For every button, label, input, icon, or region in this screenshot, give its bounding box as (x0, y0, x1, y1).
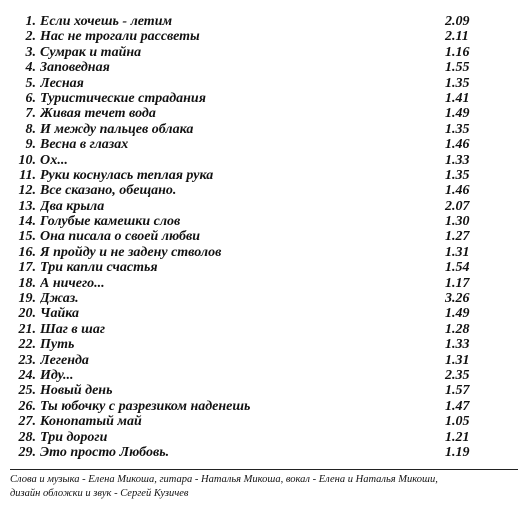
track-number: 23. (18, 352, 36, 368)
track-title: А ничего... (40, 275, 105, 291)
track-title: Чайка (40, 306, 80, 322)
track-title: Конопатый май (40, 414, 142, 430)
track-number: 25. (18, 383, 36, 399)
credits-line: дизайн обложки и звук - Сергей Кузичев (10, 488, 189, 499)
track-title: Три дороги (40, 429, 108, 445)
track-duration: 1.35 (445, 167, 470, 183)
track-duration: 1.54 (445, 260, 470, 276)
track-title: Это просто Любовь. (40, 444, 170, 460)
track-duration: 1.30 (445, 214, 470, 230)
track-duration: 1.49 (445, 106, 470, 122)
track-duration: 1.31 (445, 244, 470, 260)
track-title: Туристические страдания (40, 90, 206, 106)
track-title: Два крыла (40, 198, 105, 214)
track-number: 12. (18, 183, 36, 199)
track-row (0, 383, 524, 398)
track-row (0, 137, 524, 152)
track-duration: 1.49 (445, 306, 470, 322)
track-row (0, 291, 524, 306)
track-title: Весна в глазах (40, 137, 129, 153)
track-duration: 1.28 (445, 321, 470, 337)
track-number: 3. (25, 44, 36, 60)
track-row (0, 91, 524, 106)
track-row (0, 399, 524, 414)
track-title: Иду... (40, 367, 74, 383)
track-title: Ты юбочку с разрезиком наденешь (40, 398, 251, 414)
track-title: И между пальцев облака (40, 121, 194, 137)
track-number: 16. (18, 244, 36, 260)
track-row (0, 14, 524, 29)
track-number: 21. (18, 321, 36, 337)
track-row (0, 337, 524, 352)
track-row (0, 245, 524, 260)
track-row (0, 306, 524, 321)
track-number: 5. (25, 75, 36, 91)
track-title: Три капли счастья (40, 260, 158, 276)
track-duration: 1.41 (445, 90, 470, 106)
track-title: Нас не трогали рассветы (40, 29, 200, 45)
track-row (0, 183, 524, 198)
track-number: 27. (18, 414, 36, 430)
track-row (0, 276, 524, 291)
track-duration: 1.35 (445, 75, 470, 91)
track-row (0, 199, 524, 214)
track-number: 17. (18, 260, 36, 276)
track-duration: 1.21 (445, 429, 470, 445)
track-title: Все сказано, обещано. (40, 183, 177, 199)
track-number: 1. (25, 14, 36, 29)
track-duration: 1.46 (445, 183, 470, 199)
track-title: Голубые камешки слов (40, 214, 181, 230)
track-duration: 1.55 (445, 60, 470, 76)
track-number: 2. (25, 29, 36, 45)
track-duration: 1.27 (445, 229, 470, 245)
track-duration: 1.47 (445, 398, 470, 414)
track-duration: 1.16 (445, 44, 470, 60)
track-title: Легенда (40, 352, 89, 368)
track-row (0, 414, 524, 429)
track-title: Лесная (40, 75, 84, 91)
credits-line: Слова и музыка - Елена Микоша, гитара - Наталья Микоша, вокал - Елена и Наталья Микоши, (10, 474, 438, 485)
track-number: 6. (25, 90, 36, 106)
track-title: Сумрак и тайна (40, 44, 142, 60)
credits-block (10, 473, 520, 501)
track-row (0, 122, 524, 137)
track-duration: 1.19 (445, 444, 470, 460)
track-number: 22. (18, 337, 36, 353)
track-duration: 2.11 (445, 29, 469, 45)
track-number: 26. (18, 398, 36, 414)
track-number: 11. (19, 167, 36, 183)
track-row (0, 229, 524, 244)
track-row (0, 45, 524, 60)
track-row (0, 153, 524, 168)
track-number: 9. (25, 137, 36, 153)
track-row (0, 430, 524, 445)
track-duration: 1.35 (445, 121, 470, 137)
track-row (0, 445, 524, 460)
track-duration: 2.35 (445, 367, 470, 383)
track-duration: 3.26 (445, 291, 470, 307)
track-title: Новый день (40, 383, 113, 399)
track-row (0, 106, 524, 121)
track-title: Живая течет вода (40, 106, 156, 122)
track-title: Заповедная (40, 60, 110, 76)
track-row (0, 76, 524, 91)
track-duration: 1.17 (445, 275, 470, 291)
track-number: 20. (18, 306, 36, 322)
track-row (0, 214, 524, 229)
track-list (0, 14, 524, 460)
track-number: 4. (25, 60, 36, 76)
track-title: Джаз. (40, 291, 79, 307)
track-number: 28. (18, 429, 36, 445)
track-number: 18. (18, 275, 36, 291)
track-row (0, 322, 524, 337)
track-title: Путь (40, 337, 75, 353)
track-duration: 1.31 (445, 352, 470, 368)
track-duration: 1.57 (445, 383, 470, 399)
track-title: Ох... (40, 152, 68, 168)
track-title: Шаг в шаг (40, 321, 106, 337)
track-row (0, 168, 524, 183)
track-row (0, 368, 524, 383)
track-title: Я пройду и не задену стволов (40, 244, 222, 260)
track-row (0, 60, 524, 75)
track-title: Она писала о своей любви (40, 229, 201, 245)
track-number: 29. (18, 444, 36, 460)
track-duration: 2.09 (445, 14, 470, 29)
track-number: 7. (25, 106, 36, 122)
track-duration: 1.05 (445, 414, 470, 430)
track-number: 10. (18, 152, 36, 168)
track-number: 15. (18, 229, 36, 245)
track-number: 24. (18, 367, 36, 383)
track-duration: 1.33 (445, 337, 470, 353)
track-row (0, 260, 524, 275)
track-number: 19. (18, 291, 36, 307)
track-number: 8. (25, 121, 36, 137)
track-number: 13. (18, 198, 36, 214)
track-duration: 2.07 (445, 198, 470, 214)
track-duration: 1.46 (445, 137, 470, 153)
track-title: Руки коснулась теплая рука (40, 167, 214, 183)
track-row (0, 29, 524, 44)
track-title: Если хочешь - летим (40, 14, 173, 29)
track-number: 14. (18, 214, 36, 230)
divider-line (10, 469, 518, 470)
track-row (0, 353, 524, 368)
track-duration: 1.33 (445, 152, 470, 168)
